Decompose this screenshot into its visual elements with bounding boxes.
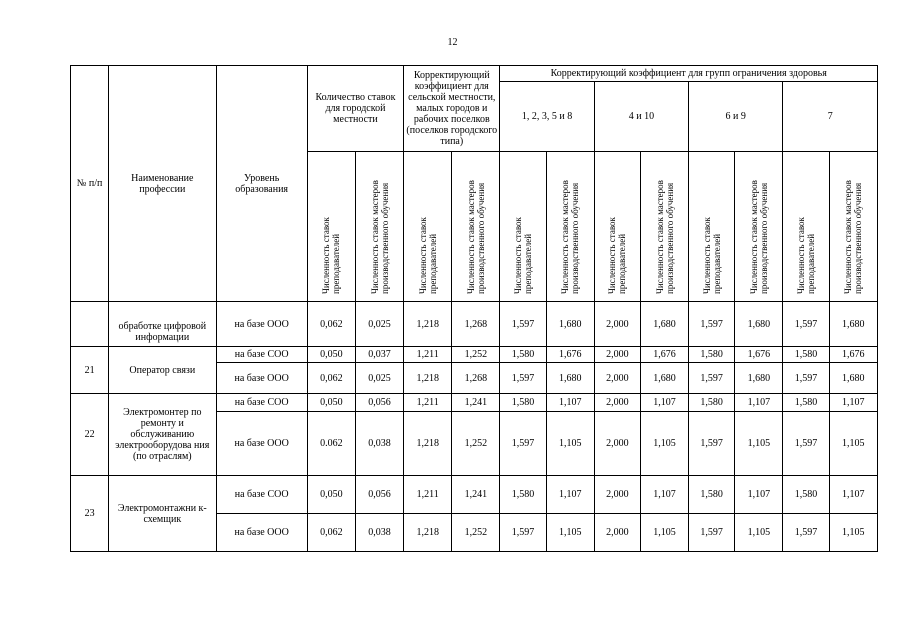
row-value: 1,241 <box>452 476 500 514</box>
row-value: 2,000 <box>594 363 640 394</box>
row-value: 1,680 <box>640 302 688 347</box>
subgroup-header: 7 <box>783 82 878 152</box>
col-level-header: Уровень образования <box>216 66 307 302</box>
row-value: 1,676 <box>546 347 594 363</box>
row-value: 0,050 <box>307 347 355 363</box>
row-value: 1,107 <box>640 476 688 514</box>
group-health-header: Корректирующий коэффициент для групп ограничения здоровья <box>500 66 878 82</box>
row-value: 1,107 <box>829 394 877 412</box>
row-value: 0,056 <box>355 394 403 412</box>
row-value: 0,050 <box>307 476 355 514</box>
row-value: 1,107 <box>640 394 688 412</box>
row-value: 1,105 <box>735 412 783 476</box>
row-value: 0,050 <box>307 394 355 412</box>
page-number: 12 <box>447 37 458 48</box>
row-value: 1,218 <box>404 363 452 394</box>
row-value: 1,597 <box>783 302 829 347</box>
row-value: 1,580 <box>783 347 829 363</box>
row-value: 1,597 <box>783 412 829 476</box>
subgroup-header: 4 и 10 <box>594 82 688 152</box>
vert-header-text: Численность ставок мастеров производственного обучения <box>465 180 486 294</box>
row-value: 1,580 <box>783 476 829 514</box>
vert-header-text: Численность ставок мастеров производственного обучения <box>654 180 675 294</box>
row-value: 1,211 <box>404 347 452 363</box>
table-row <box>71 476 878 514</box>
row-value: 1,680 <box>546 302 594 347</box>
row-value: 1,105 <box>640 514 688 552</box>
table-row <box>71 347 878 363</box>
row-value: 1,680 <box>829 363 877 394</box>
vert-header-text: Численность ставок преподавателей <box>795 217 816 294</box>
vert-header-text: Численность ставок мастеров производственного обучения <box>843 180 864 294</box>
row-value: 1,107 <box>735 476 783 514</box>
row-value: 1,105 <box>546 412 594 476</box>
row-value: 1,597 <box>689 514 735 552</box>
vert-header-teachers <box>689 152 735 302</box>
row-value: 1,107 <box>735 394 783 412</box>
vert-header-masters <box>735 152 783 302</box>
vert-header-masters <box>452 152 500 302</box>
row-value: 1,597 <box>783 514 829 552</box>
row-value: 2,000 <box>594 347 640 363</box>
group-rural-header: Корректирующий коэффициент для сельской местности, малых городов и рабочих поселков (поселков городского типа) <box>404 66 500 152</box>
col-profession-header: Наименование профессии <box>109 66 216 302</box>
row-value: 1,105 <box>829 412 877 476</box>
vert-header-text: Численность ставок мастеров производственного обучения <box>748 180 769 294</box>
row-value: 1,580 <box>500 476 546 514</box>
row-num: 22 <box>71 394 109 476</box>
row-level: на базе ООО <box>216 514 307 552</box>
row-value: 1,676 <box>735 347 783 363</box>
row-value: 1,680 <box>829 302 877 347</box>
row-value: 1,218 <box>404 514 452 552</box>
row-value: 1,680 <box>735 363 783 394</box>
vert-header-teachers <box>307 152 355 302</box>
vert-header-text: Численность ставок мастеров производственного обучения <box>560 180 581 294</box>
header-row-1 <box>71 66 878 82</box>
table-row <box>71 394 878 412</box>
row-value: 1,597 <box>500 412 546 476</box>
vert-header-masters <box>640 152 688 302</box>
row-value: 1,105 <box>546 514 594 552</box>
row-value: 1,211 <box>404 476 452 514</box>
vert-header-teachers <box>404 152 452 302</box>
row-profession: обработке цифровой информации <box>109 302 216 347</box>
row-value: 0,062 <box>307 363 355 394</box>
row-value: 1,597 <box>689 412 735 476</box>
row-value: 1,107 <box>829 476 877 514</box>
row-value: 0,025 <box>355 302 403 347</box>
group-city-header: Количество ставок для городской местности <box>307 66 403 152</box>
row-value: 1,252 <box>452 412 500 476</box>
row-value: 1,597 <box>783 363 829 394</box>
data-table <box>70 65 878 552</box>
row-profession: Электромонтажни к-схемщик <box>109 476 216 552</box>
row-value: 1,241 <box>452 394 500 412</box>
row-value: 1,597 <box>500 514 546 552</box>
row-num: 23 <box>71 476 109 552</box>
vert-header-masters <box>829 152 877 302</box>
row-value: 1,580 <box>689 476 735 514</box>
vert-header-masters <box>546 152 594 302</box>
row-value: 1,676 <box>829 347 877 363</box>
row-level: на базе ООО <box>216 412 307 476</box>
row-value: 1,105 <box>735 514 783 552</box>
row-profession: Оператор связи <box>109 347 216 394</box>
row-value: 1,268 <box>452 363 500 394</box>
row-value: 1,580 <box>500 347 546 363</box>
row-value: 0,062 <box>307 514 355 552</box>
row-value: 2,000 <box>594 476 640 514</box>
vert-header-text: Численность ставок преподавателей <box>701 217 722 294</box>
vert-header-masters <box>355 152 403 302</box>
row-value: 1,680 <box>735 302 783 347</box>
table-row <box>71 302 878 347</box>
row-profession: Электромонтер по ремонту и обслуживанию электрооборудова ния (по отраслям) <box>109 394 216 476</box>
row-value: 2,000 <box>594 514 640 552</box>
vert-header-text: Численность ставок мастеров производственного обучения <box>369 180 390 294</box>
row-level: на базе ООО <box>216 363 307 394</box>
row-value: 1,597 <box>689 302 735 347</box>
row-value: 1,107 <box>546 394 594 412</box>
row-value: 0,038 <box>355 514 403 552</box>
row-value: 1,580 <box>689 394 735 412</box>
subgroup-header: 6 и 9 <box>689 82 783 152</box>
row-value: 1,211 <box>404 394 452 412</box>
row-level: на базе СОО <box>216 347 307 363</box>
row-value: 0,038 <box>355 412 403 476</box>
col-num-header: № п/п <box>71 66 109 302</box>
row-value: 1,218 <box>404 412 452 476</box>
subgroup-header: 1, 2, 3, 5 и 8 <box>500 82 594 152</box>
row-value: 1,597 <box>500 363 546 394</box>
row-value: 2,000 <box>594 394 640 412</box>
vert-header-text: Численность ставок преподавателей <box>607 217 628 294</box>
row-value: 1,680 <box>546 363 594 394</box>
vert-header-text: Численность ставок преподавателей <box>417 217 438 294</box>
row-value: 1,105 <box>829 514 877 552</box>
row-value: 0,062 <box>307 302 355 347</box>
row-level: на базе СОО <box>216 476 307 514</box>
row-value: 2,000 <box>594 302 640 347</box>
vert-header-text: Численность ставок преподавателей <box>513 217 534 294</box>
row-value: 0,056 <box>355 476 403 514</box>
row-value: 0,025 <box>355 363 403 394</box>
row-value: 1,252 <box>452 514 500 552</box>
row-value: 1,107 <box>546 476 594 514</box>
row-value: 1,580 <box>689 347 735 363</box>
vert-header-text: Численность ставок преподавателей <box>321 217 342 294</box>
vert-header-teachers <box>594 152 640 302</box>
row-value: 1,580 <box>500 394 546 412</box>
row-value: 1,105 <box>640 412 688 476</box>
row-level: на базе СОО <box>216 394 307 412</box>
row-value: 1,680 <box>640 363 688 394</box>
row-value: 1,252 <box>452 347 500 363</box>
row-value: 1,597 <box>689 363 735 394</box>
row-level: на базе ООО <box>216 302 307 347</box>
row-num <box>71 302 109 347</box>
row-value: 1,597 <box>500 302 546 347</box>
row-value: 1,676 <box>640 347 688 363</box>
row-num: 21 <box>71 347 109 394</box>
vert-header-teachers <box>783 152 829 302</box>
row-value: 1,268 <box>452 302 500 347</box>
row-value: 0,037 <box>355 347 403 363</box>
row-value: 1,580 <box>783 394 829 412</box>
row-value: 1,218 <box>404 302 452 347</box>
row-value: 2,000 <box>594 412 640 476</box>
vert-header-teachers <box>500 152 546 302</box>
row-value: 0.062 <box>307 412 355 476</box>
